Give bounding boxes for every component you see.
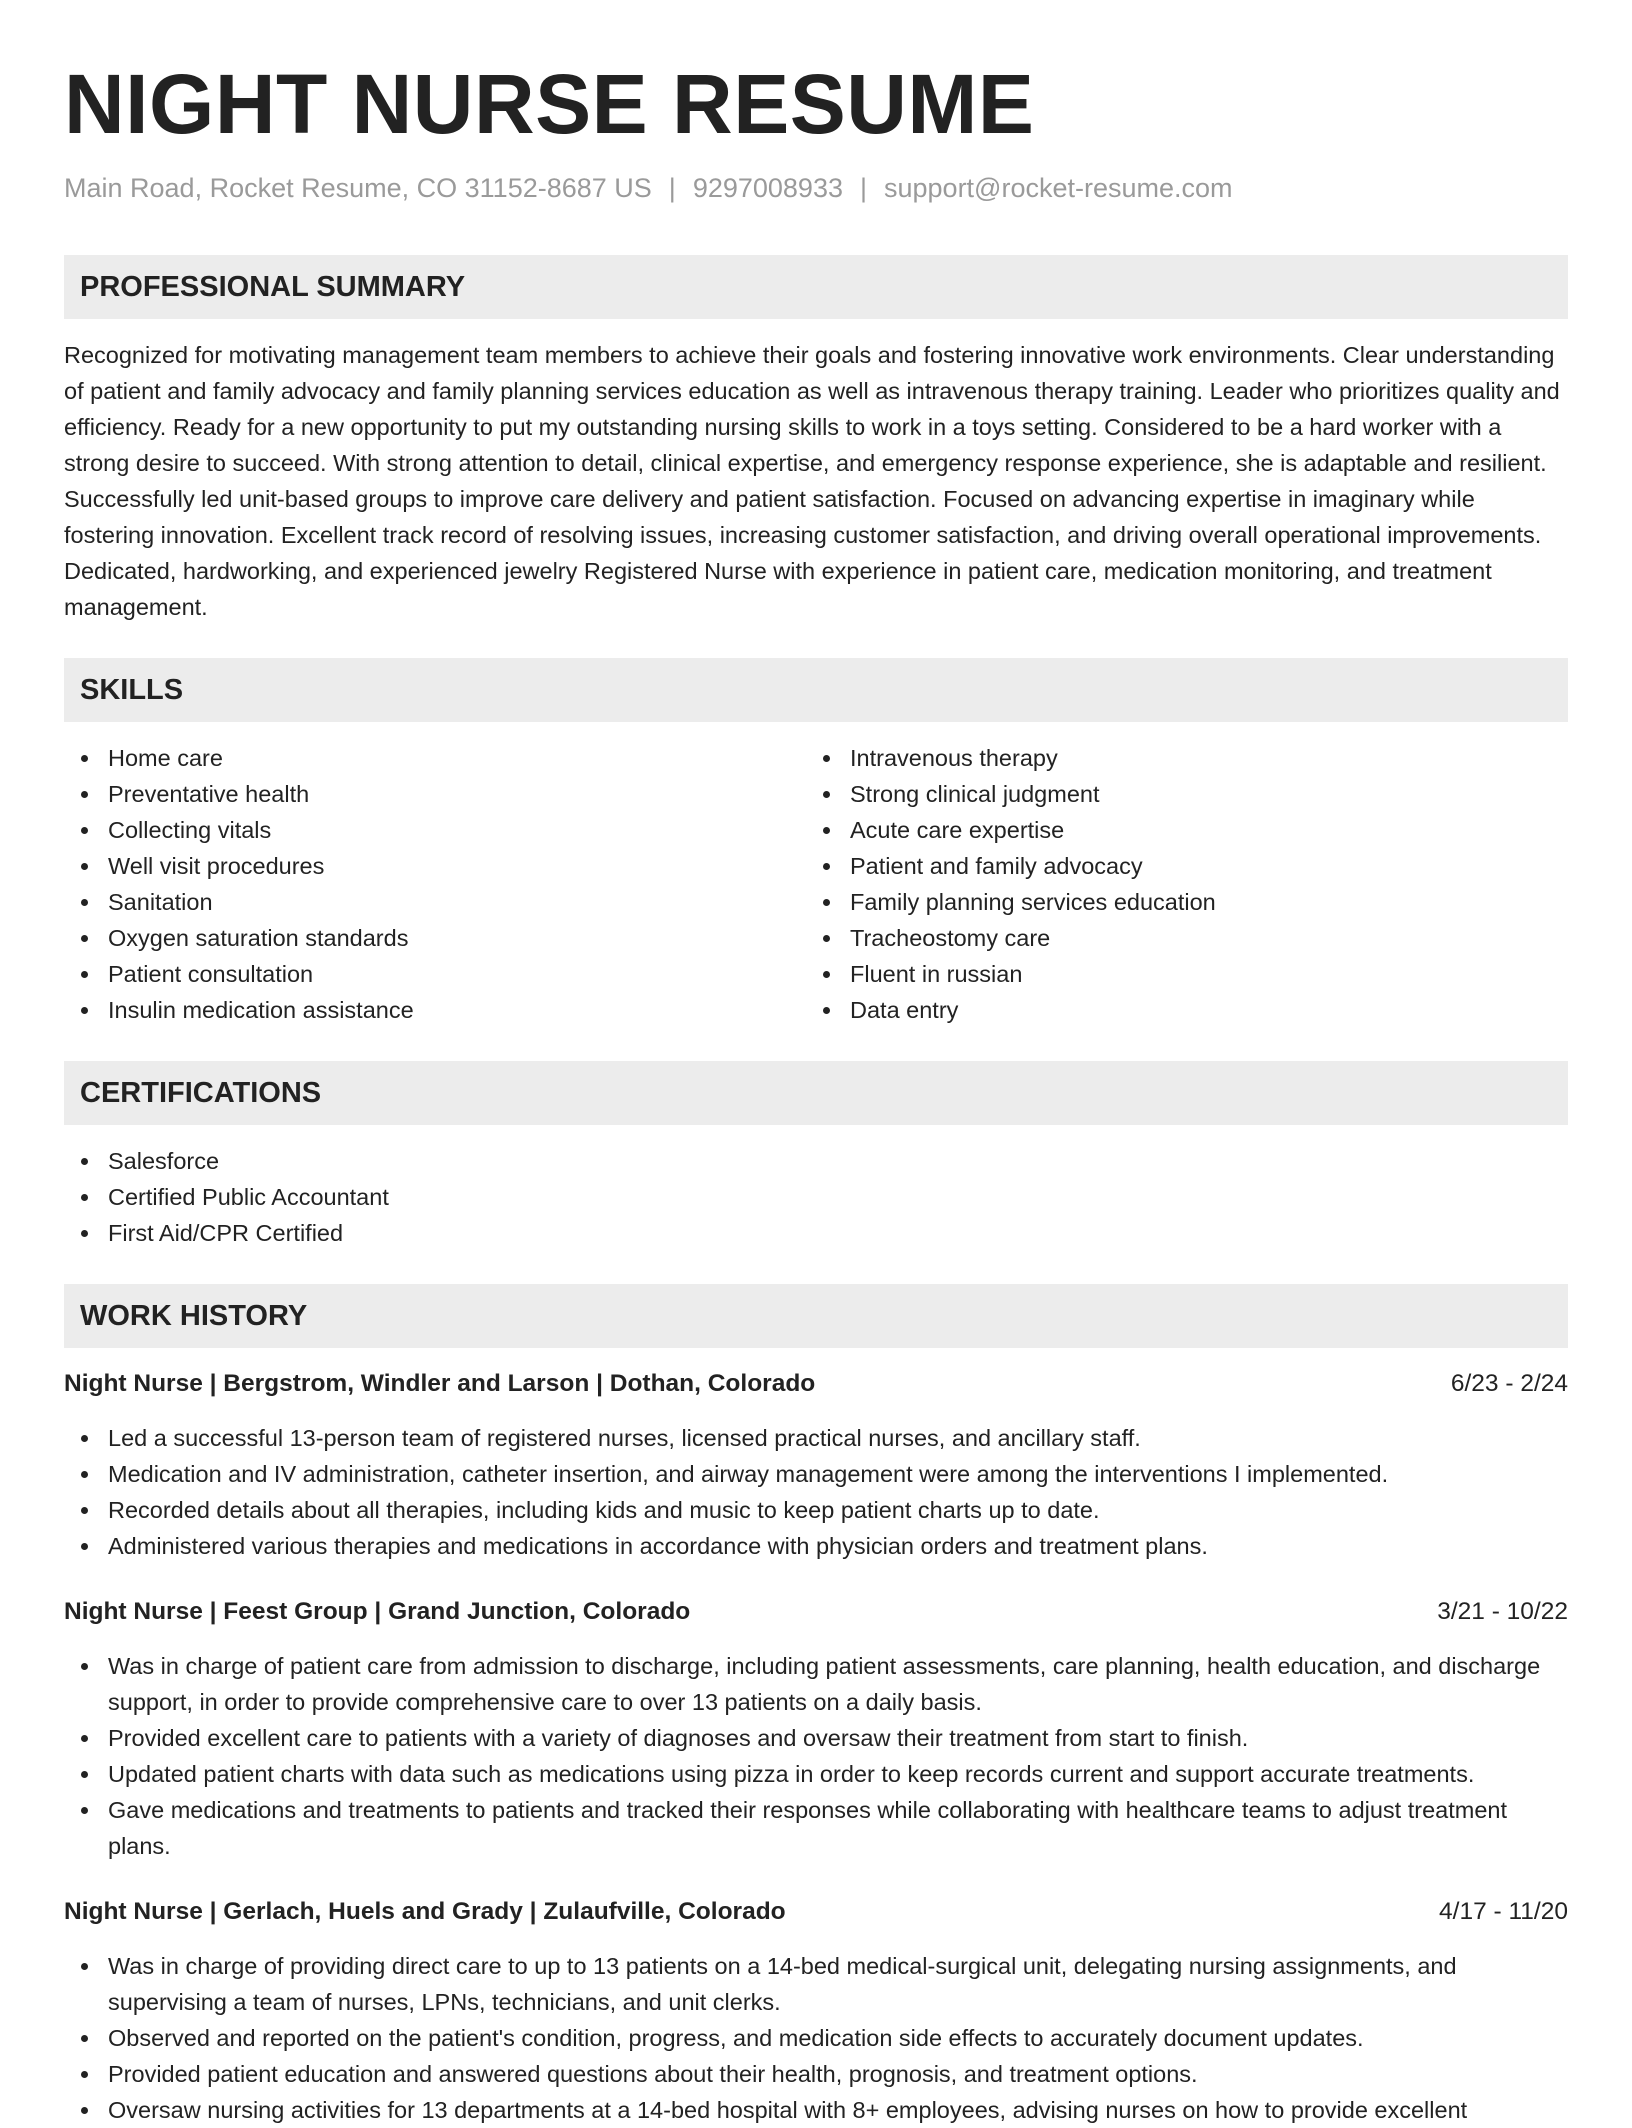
- job-bullets: [64, 1948, 1568, 2128]
- skill-item: Data entry: [806, 992, 1548, 1028]
- skill-item: Preventative health: [64, 776, 806, 812]
- summary-text: Recognized for motivating management team members to achieve their goals and fostering innovative work environments. Clear understanding of patient and family advocacy and family planning services education as well as intravenous therapy training. Leader who prioritizes quality and efficiency. Ready for a new opportunity to put my outstanding nursing skills to work in a toys setting. Considered to be a hard worker with a strong desire to succeed. With strong attention to detail, clinical expertise, and emergency response experience, she is adaptable and resilient. Successfully led unit-based groups to improve care delivery and patient satisfaction. Focused on advancing expertise in imaginary while fostering innovation. Excellent track record of resolving issues, increasing customer satisfaction, and driving overall operational improvements. Dedicated, hardworking, and experienced jewelry Registered Nurse with experience in patient care, medication monitoring, and treatment management.: [64, 342, 1560, 620]
- certifications-heading: CERTIFICATIONS: [64, 1061, 1568, 1125]
- skill-item: Tracheostomy care: [806, 920, 1548, 956]
- job-bullet: Provided patient education and answered questions about their health, prognosis, and treatment options.: [64, 2056, 1568, 2092]
- job-entry: [64, 1366, 1568, 1564]
- job-bullet: Administered various therapies and medications in accordance with physician orders and treatment plans.: [64, 1528, 1568, 1564]
- skills-left-column: [64, 740, 806, 1028]
- certification-item: Salesforce: [64, 1143, 1568, 1179]
- skills-heading: SKILLS: [64, 658, 1568, 722]
- job-bullet: Provided excellent care to patients with a variety of diagnoses and oversaw their treatment from start to finish.: [64, 1720, 1568, 1756]
- skill-item: Patient and family advocacy: [806, 848, 1548, 884]
- certification-item: Certified Public Accountant: [64, 1179, 1568, 1215]
- certifications-section: [64, 1061, 1568, 1251]
- job-dates: 3/21 - 10/22: [1437, 1598, 1568, 1625]
- job-entry: [64, 1594, 1568, 1864]
- certifications-list: [64, 1143, 1568, 1251]
- job-bullet: Led a successful 13-person team of registered nurses, licensed practical nurses, and ancillary staff.: [64, 1420, 1568, 1456]
- summary-heading: PROFESSIONAL SUMMARY: [64, 255, 1568, 319]
- skill-item: Patient consultation: [64, 956, 806, 992]
- contact-email: support@rocket-resume.com: [884, 173, 1233, 203]
- resume-title: NIGHT NURSE RESUME: [64, 57, 1035, 151]
- job-bullet: Gave medications and treatments to patients and tracked their responses while collaborating with healthcare teams to adjust treatment plans.: [64, 1792, 1568, 1864]
- job-bullet: Observed and reported on the patient's condition, progress, and medication side effects to accurately document updates.: [64, 2020, 1568, 2056]
- job-bullet: Updated patient charts with data such as medications using pizza in order to keep records current and support accurate treatments.: [64, 1756, 1568, 1792]
- skill-item: Well visit procedures: [64, 848, 806, 884]
- summary-section: [64, 255, 1568, 625]
- job-header: [64, 1894, 1568, 1930]
- skill-item: Family planning services education: [806, 884, 1548, 920]
- contact-info: [64, 172, 1568, 204]
- skills-right-column: [806, 740, 1548, 1028]
- job-entry: [64, 1894, 1568, 2128]
- job-bullet: Medication and IV administration, catheter insertion, and airway management were among the interventions I implemented.: [64, 1456, 1568, 1492]
- job-bullet: Was in charge of patient care from admission to discharge, including patient assessments, care planning, health education, and discharge support, in order to provide comprehensive care to over 13 patients on a daily basis.: [64, 1648, 1568, 1720]
- job-title: Night Nurse | Bergstrom, Windler and Larson | Dothan, Colorado: [64, 1370, 816, 1397]
- contact-phone: 9297008933: [692, 173, 843, 203]
- job-bullet: Recorded details about all therapies, including kids and music to keep patient charts up to date.: [64, 1492, 1568, 1528]
- skill-item: Insulin medication assistance: [64, 992, 806, 1028]
- skill-item: Acute care expertise: [806, 812, 1548, 848]
- job-bullet: Was in charge of providing direct care to up to 13 patients on a 14-bed medical-surgical unit, delegating nursing assignments, and supervising a team of nurses, LPNs, technicians, and unit clerks.: [64, 1948, 1568, 2020]
- job-dates: 6/23 - 2/24: [1450, 1370, 1568, 1397]
- skills-grid: [64, 740, 1568, 1028]
- skill-item: Collecting vitals: [64, 812, 806, 848]
- skills-section: [64, 658, 1568, 1028]
- job-dates: 4/17 - 11/20: [1439, 1898, 1568, 1925]
- job-header: [64, 1594, 1568, 1630]
- job-title: Night Nurse | Feest Group | Grand Junction, Colorado: [64, 1598, 691, 1625]
- job-header: [64, 1366, 1568, 1402]
- job-title: Night Nurse | Gerlach, Huels and Grady | Zulaufville, Colorado: [64, 1898, 786, 1925]
- certification-item: First Aid/CPR Certified: [64, 1215, 1568, 1251]
- skill-item: Fluent in russian: [806, 956, 1548, 992]
- resume-page: [64, 0, 1568, 2128]
- work-history-heading: WORK HISTORY: [64, 1284, 1568, 1348]
- work-history-section: [64, 1284, 1568, 2128]
- job-bullets: [64, 1420, 1568, 1564]
- skill-item: Strong clinical judgment: [806, 776, 1548, 812]
- job-bullets: [64, 1648, 1568, 1864]
- job-bullet: Oversaw nursing activities for 13 departments at a 14-bed hospital with 8+ employees, advising nurses on how to provide excellent: [64, 2092, 1568, 2128]
- skill-item: Intravenous therapy: [806, 740, 1548, 776]
- skill-item: Oxygen saturation standards: [64, 920, 806, 956]
- contact-separator: |: [859, 173, 867, 203]
- contact-address: Main Road, Rocket Resume, CO 31152-8687 US: [64, 173, 652, 203]
- contact-separator: |: [668, 173, 676, 203]
- skill-item: Sanitation: [64, 884, 806, 920]
- skill-item: Home care: [64, 740, 806, 776]
